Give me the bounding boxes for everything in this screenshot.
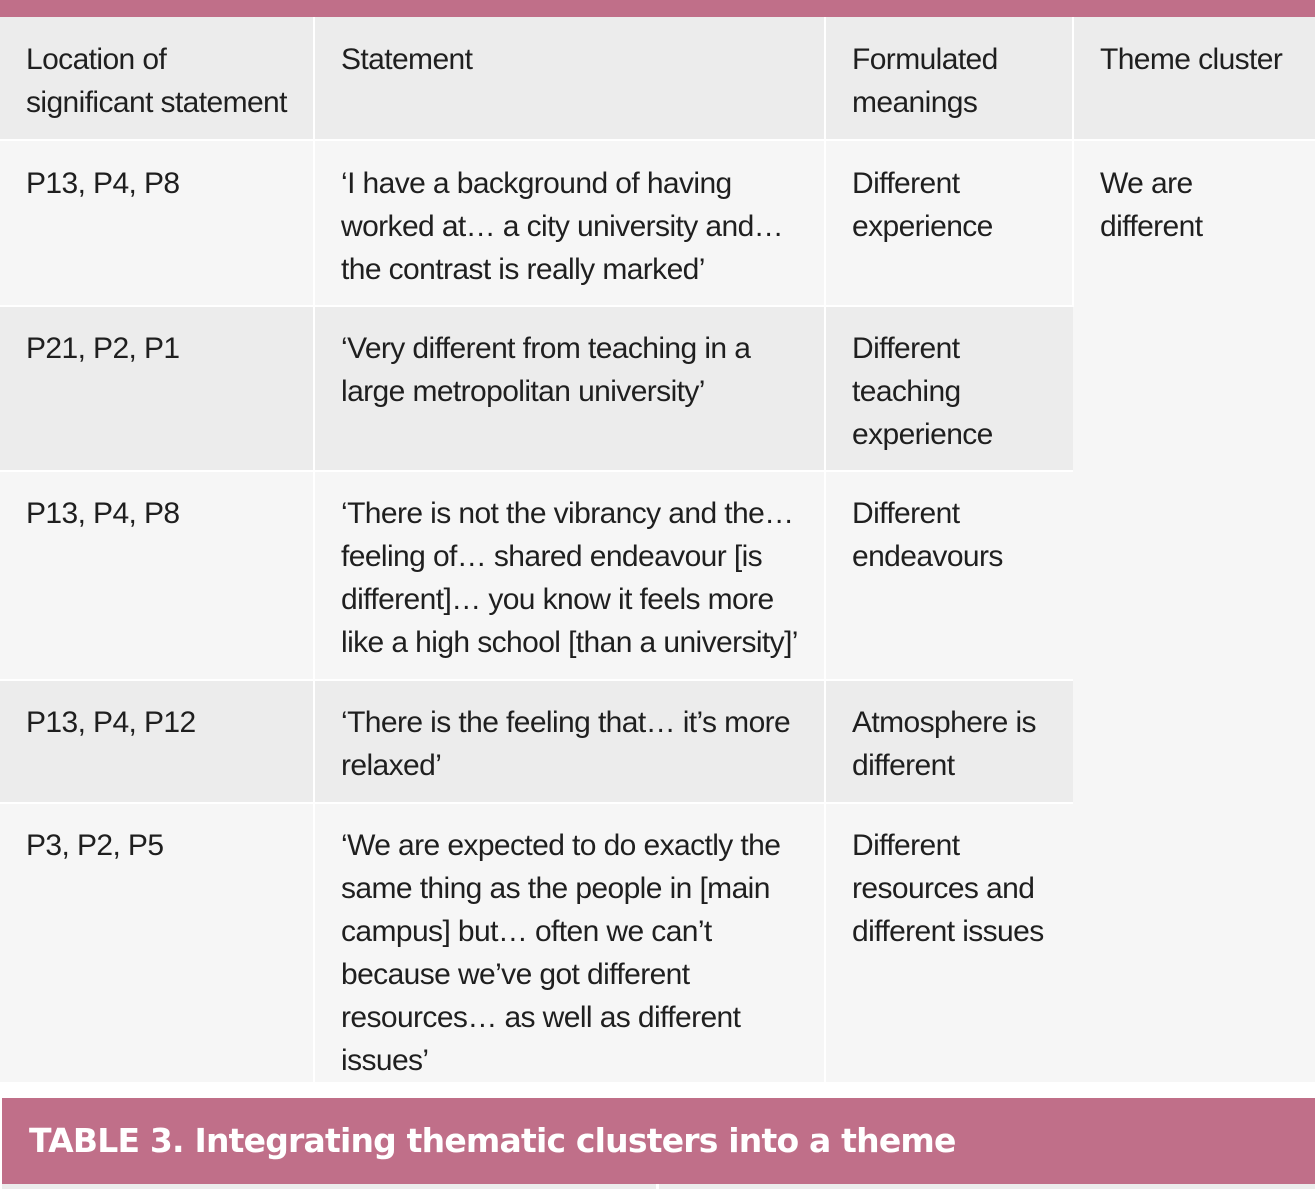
- thematic-analysis-table: [0, 17, 1315, 1084]
- cell-theme-cluster: We are different: [1073, 140, 1315, 1083]
- cell-meaning: Different resources and different issues: [825, 803, 1073, 1083]
- cell-location: P13, P4, P8: [0, 471, 314, 680]
- cell-statement: ‘There is not the vibrancy and the… feeling of… shared endeavour [is different]… you know it feels more like a high school [than a university]’: [314, 471, 825, 680]
- table-body: [0, 140, 1315, 1083]
- table-3-caption: TABLE 3. Integrating thematic clusters into a theme: [2, 1098, 1315, 1184]
- cell-statement: ‘I have a background of having worked at… a city university and… the contrast is really marked’: [314, 140, 825, 306]
- cell-meaning: Atmosphere is different: [825, 680, 1073, 803]
- header-formulated-meanings: Formulated meanings: [825, 17, 1073, 140]
- cell-statement: ‘Very different from teaching in a large metropolitan university’: [314, 306, 825, 471]
- cell-meaning: Different teaching experience: [825, 306, 1073, 471]
- column-divider: [656, 1184, 659, 1189]
- cell-location: P3, P2, P5: [0, 803, 314, 1083]
- table-header: [0, 17, 1315, 140]
- header-statement: Statement: [314, 17, 825, 140]
- cell-location: P13, P4, P12: [0, 680, 314, 803]
- cell-meaning: Different endeavours: [825, 471, 1073, 680]
- cell-statement: ‘There is the feeling that… it’s more relaxed’: [314, 680, 825, 803]
- table-2-container: [0, 17, 1315, 1084]
- header-theme-cluster: Theme cluster: [1073, 17, 1315, 140]
- header-location: Location of significant statement: [0, 17, 314, 140]
- cell-location: P21, P2, P1: [0, 306, 314, 471]
- top-accent-band: [0, 0, 1315, 17]
- table-3-header-strip: [2, 1184, 1315, 1189]
- table-row: [0, 140, 1315, 306]
- cell-statement: ‘We are expected to do exactly the same thing as the people in [main campus] but… often we can’t because we’ve got different resources… as well as different issues’: [314, 803, 825, 1083]
- cell-location: P13, P4, P8: [0, 140, 314, 306]
- cell-meaning: Different experience: [825, 140, 1073, 306]
- header-row: [0, 17, 1315, 140]
